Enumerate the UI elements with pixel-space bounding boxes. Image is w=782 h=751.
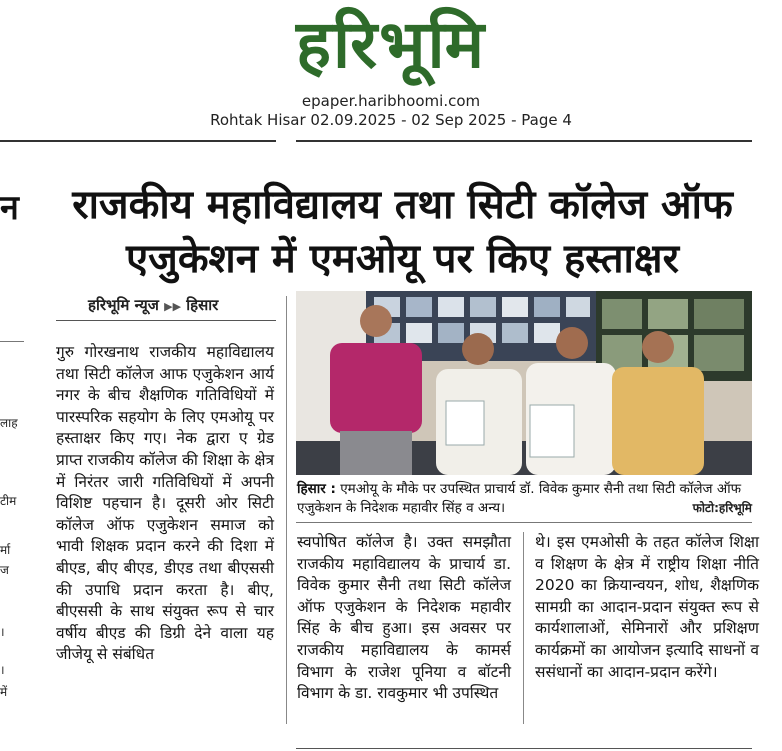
article-headline (40, 178, 765, 286)
article-column-2: स्वपोषित कॉलेज है। उक्त समझौता राजकीय महाविद्यालय के प्राचार्य डा. विवेक कुमार सैनी तथा सिटी कॉलेज ऑफ एजुकेशन के निदेशक महावीर सिंह के बीच हुआ। इस अवसर पर राजकीय महाविद्यालय के कामर्स विभाग के राजेश पूनिया व बॉटनी विभाग के डा. रावकुमार भी उपस्थित (297, 533, 511, 703)
byline-place: हिसार (186, 296, 219, 314)
article-column-1: गुरु गोरखनाथ राजकीय महाविद्यालय तथा सिटी कॉलेज आफ एजुकेशन आर्य नगर के बीच शैक्षणिक गतिविधियों में पारस्परिक सहयोग के लिए एमओयू पर हस्ताक्षर किए गए। नेक द्वारा ए ग्रेड प्राप्त राजकीय कॉलेज की शिक्षा के क्षेत्र में निरंतर जारी गतिविधियों में अपनी विशिष्ट पहचान है। दूसरी ओर सिटी कॉलेज ऑफ एजुकेशन समाज को भावी शिक्षक प्रदान करने की दिशा में बीएड, बीए बीएड, डीएड तथा बीएससी की उपाधि प्रदान करता है। बीए, बीएससी के साथ संयुक्त रूप से चार वर्षीय बीएड की डिग्री देने वाला यह जीजेयू से संबंधित (56, 343, 274, 664)
photo-credit: फोटो:हरिभूमि (692, 501, 752, 515)
article-photo[interactable] (296, 291, 752, 475)
adjacent-article-rule (0, 341, 24, 342)
photo-illustration (296, 291, 752, 475)
haribhoomi-logo[interactable]: हरिभूमि (295, 6, 487, 83)
column-divider (286, 296, 287, 724)
adjacent-article-headline-fragment: न (0, 188, 19, 228)
article-column-3: थे। इस एमओसी के तहत कॉलेज शिक्षा व शिक्षण के क्षेत्र में राष्ट्रीय शिक्षा नीति 2020 का क्रियान्वयन, शोध, शैक्षणिक सामग्री का आदान-प्रदान संयुक्त रूप से कार्यशालाओं, सेमिनारों और प्रशिक्षण कार्यक्रमों का आयोजन इत्यादि साधनों व ससंधानों का आदान-प्रदान करेंगे। (535, 533, 759, 681)
photo-caption (297, 480, 752, 518)
byline (88, 295, 218, 315)
adjacent-article-text-fragment: लाह (0, 416, 18, 430)
adjacent-article-text-fragment: र्मा (0, 543, 11, 557)
bottom-rule (296, 748, 752, 749)
epaper-url[interactable]: epaper.haribhoomi.com (301, 92, 481, 110)
top-rule-left (0, 140, 276, 142)
adjacent-article-text-fragment: । (0, 663, 5, 677)
byline-source: हरिभूमि न्यूज (88, 296, 159, 314)
adjacent-article-text-fragment: टीम (0, 494, 17, 508)
edition-info: Rohtak Hisar 02.09.2025 - 02 Sep 2025 - Page 4 (210, 111, 572, 129)
adjacent-article-text-fragment: में (0, 685, 8, 699)
adjacent-article-text-fragment: ज (0, 563, 9, 577)
headline-line-1: राजकीय महाविद्यालय तथा सिटी कॉलेज ऑफ (72, 182, 733, 228)
top-rule-right (296, 140, 752, 142)
adjacent-article-text-fragment: । (0, 625, 5, 639)
caption-rule (296, 522, 752, 523)
caption-place: हिसार : (297, 481, 336, 497)
caption-text: एमओयू के मौके पर उपस्थित प्राचार्य डॉ. विवेक कुमार सैनी तथा सिटी कॉलेज ऑफ एजुकेशन के निदेशक महावीर सिंह व अन्य। (297, 481, 742, 516)
byline-arrows: ▶▶ (164, 300, 182, 313)
byline-rule (56, 320, 276, 321)
masthead (0, 0, 782, 130)
column-divider (523, 532, 524, 724)
headline-line-2: एजुकेशन में एमओयू पर किए हस्ताक्षर (126, 236, 679, 282)
